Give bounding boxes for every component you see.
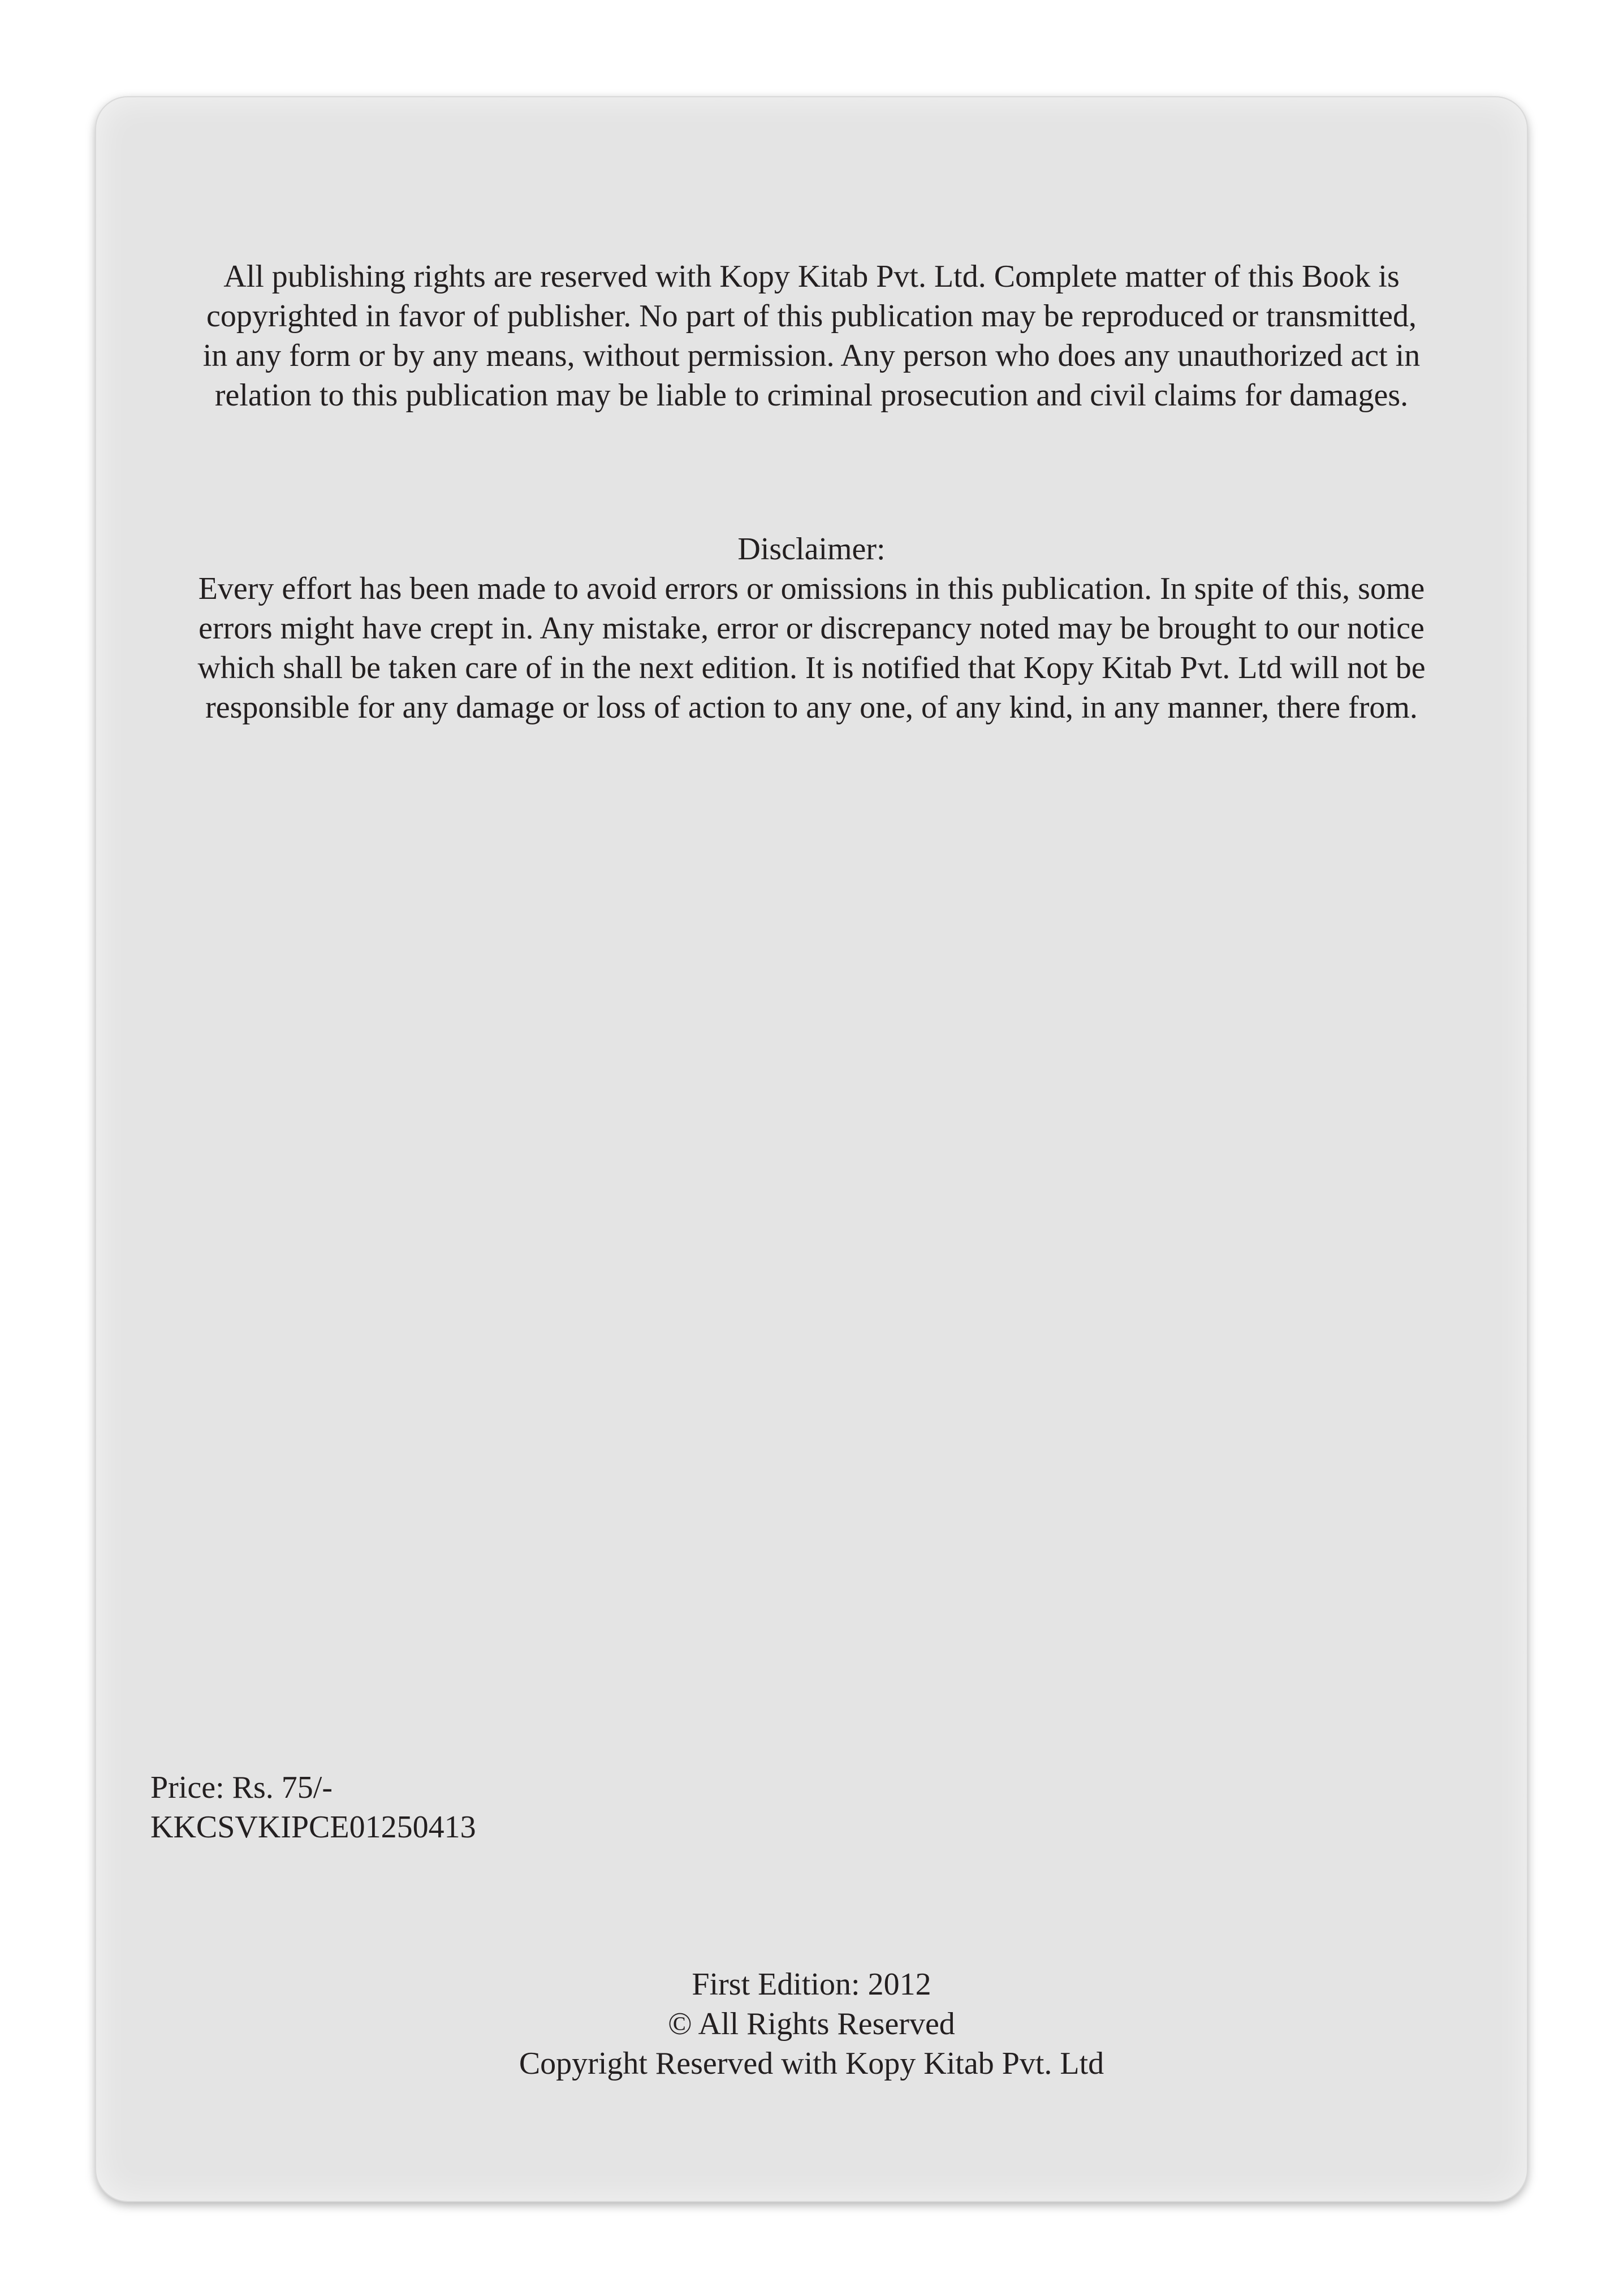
edition-text: First Edition: 2012 [692, 1967, 931, 2002]
disclaimer-text [96, 569, 1527, 727]
all-rights-text: © All Rights Reserved [668, 2006, 955, 2042]
rights-notice-line: All publishing rights are reserved with Kopy Kitab Pvt. Ltd. Complete matter of this Book is [223, 259, 1400, 294]
copyright-text: Copyright Reserved with Kopy Kitab Pvt. Ltd [519, 2046, 1104, 2081]
rights-notice-line: in any form or by any means, without permission. Any person who does any unauthorized act in [202, 338, 1421, 373]
edition-block [96, 1965, 1527, 2083]
disclaimer-line: Every effort has been made to avoid errors or omissions in this publication. In spite of this, some [198, 571, 1425, 606]
page-card [96, 97, 1527, 2201]
rights-notice [96, 257, 1527, 415]
rights-notice-line: copyrighted in favor of publisher. No part of this publication may be reproduced or transmitted, [206, 299, 1417, 334]
price-text: Price: Rs. 75/- [150, 1770, 333, 1805]
disclaimer-line: which shall be taken care of in the next edition. It is notified that Kopy Kitab Pvt. Ltd will not be [197, 650, 1426, 685]
product-code: KKCSVKIPCE01250413 [150, 1810, 476, 1845]
disclaimer-line: errors might have crept in. Any mistake, error or discrepancy noted may be brought to our notice [198, 611, 1425, 646]
price-block [150, 1768, 476, 1847]
disclaimer-title: Disclaimer: [737, 532, 886, 567]
disclaimer-line: responsible for any damage or loss of action to any one, of any kind, in any manner, there from. [205, 690, 1418, 725]
rights-notice-line: relation to this publication may be liable to criminal prosecution and civil claims for damages. [214, 378, 1409, 413]
